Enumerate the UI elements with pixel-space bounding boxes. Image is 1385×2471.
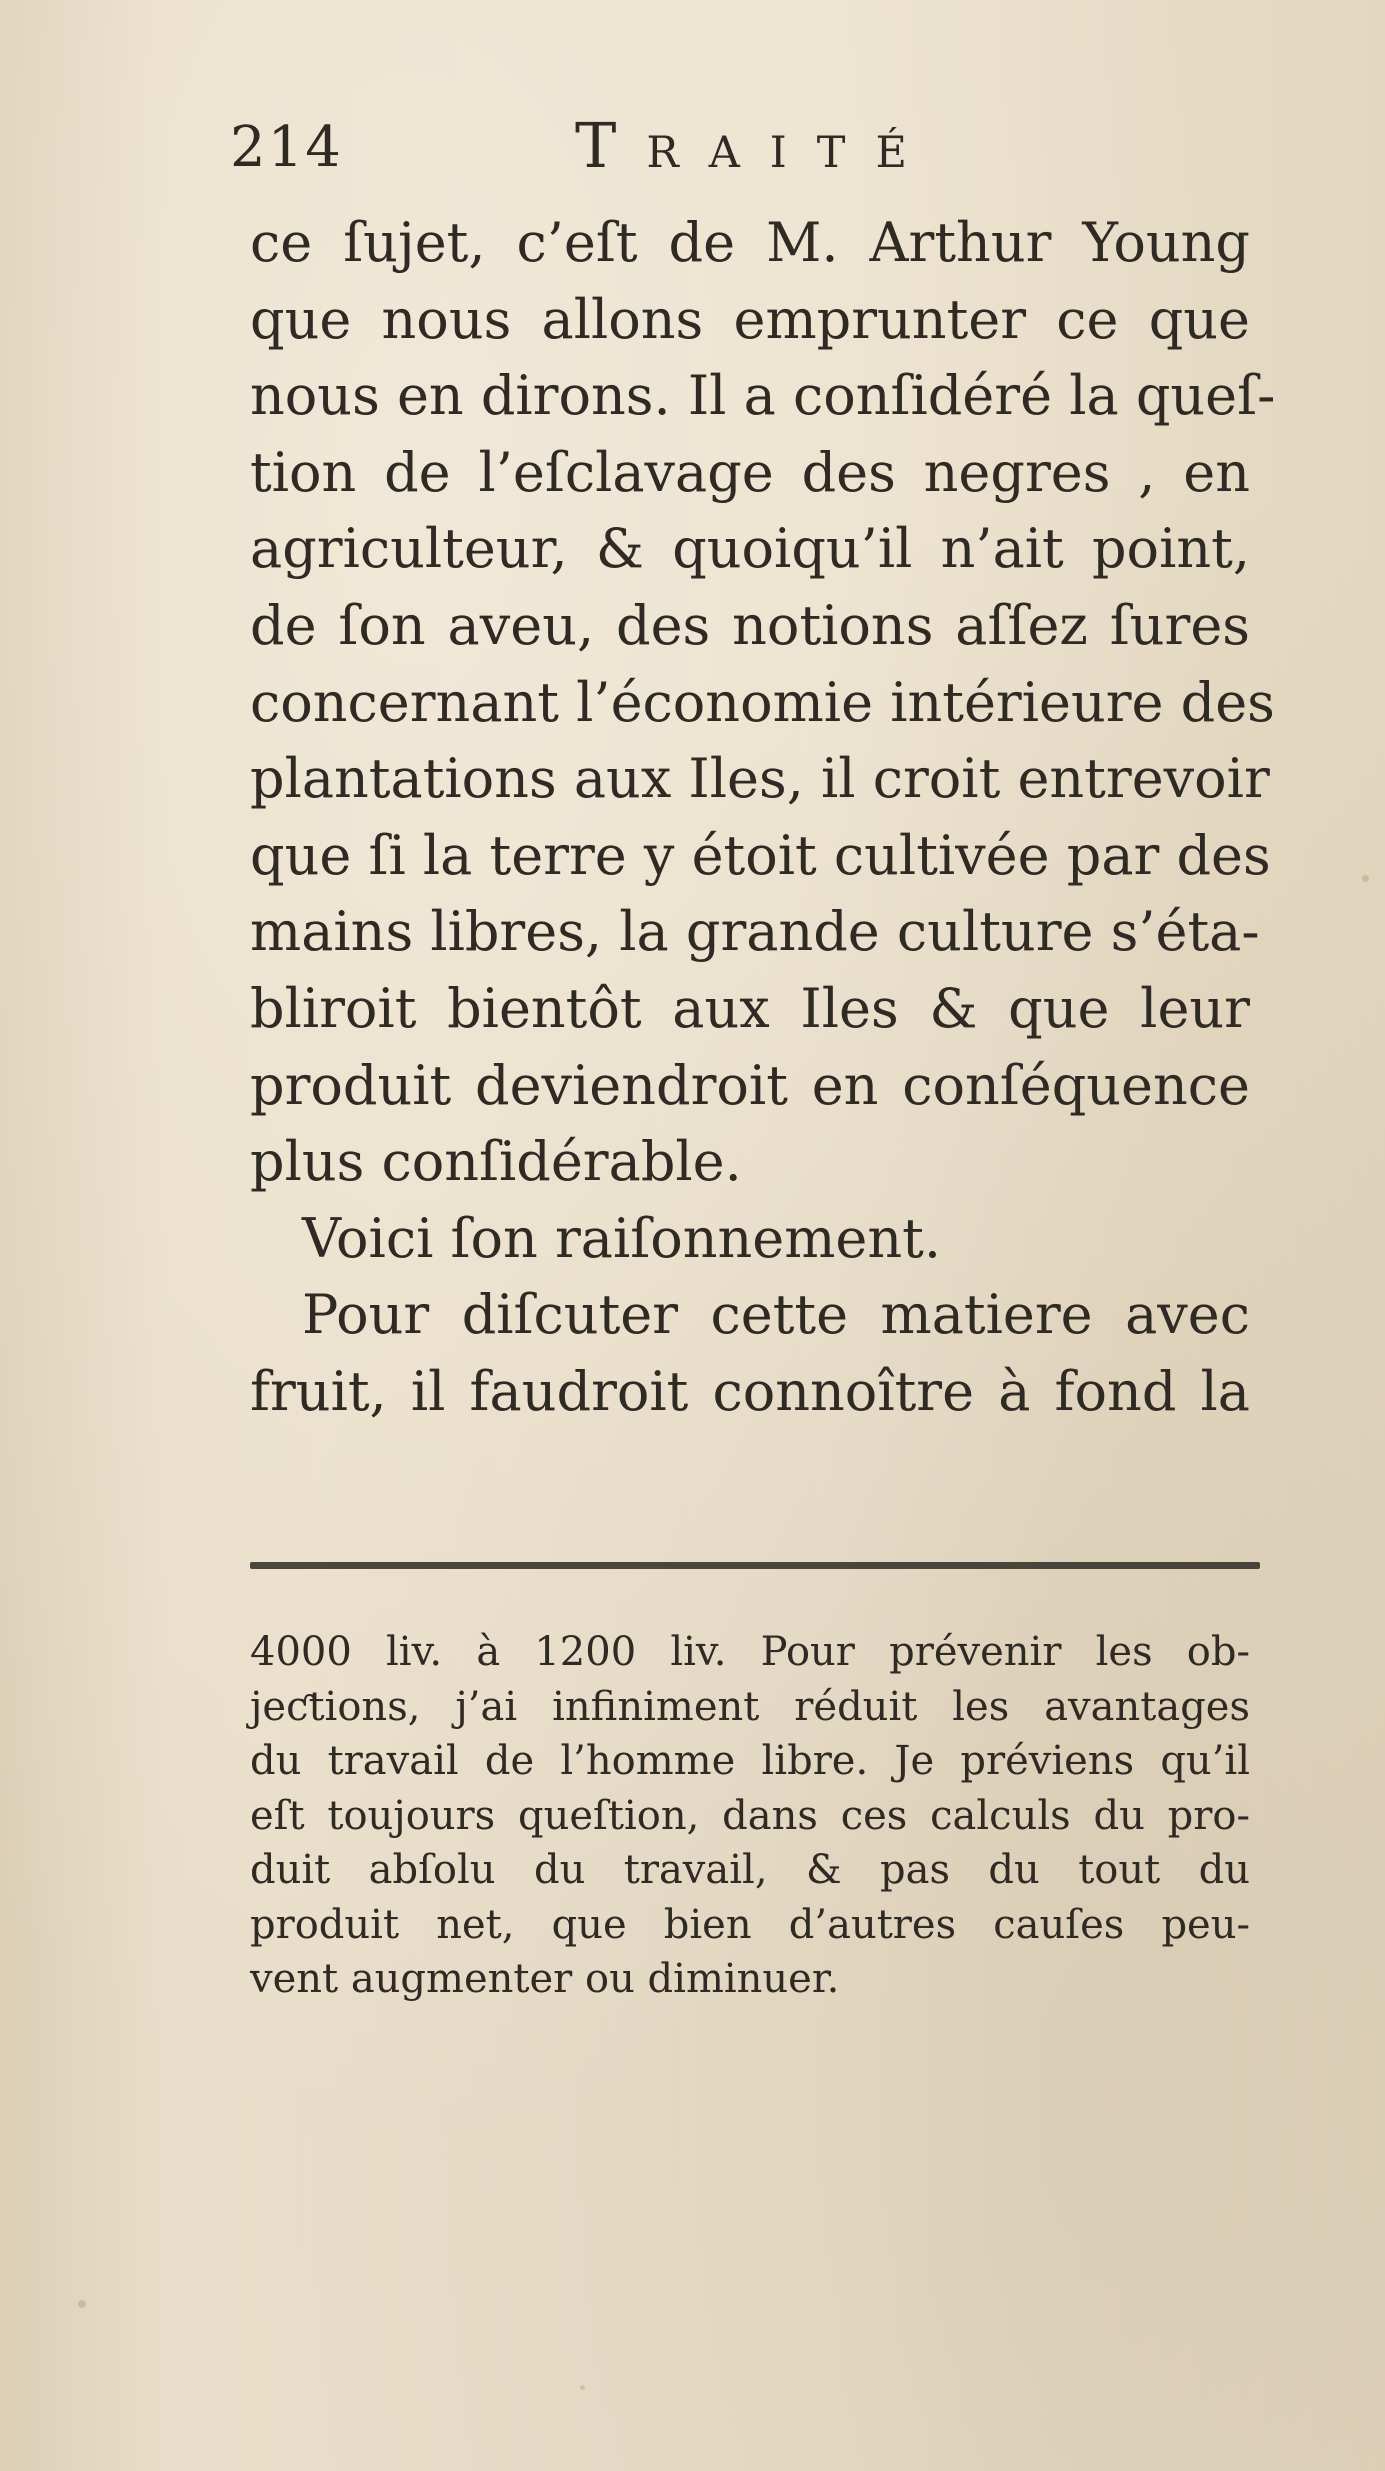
text-line: mains libres, la grande culture s’éta-: [250, 900, 1260, 964]
footnote-line: vent augmenter ou diminuer.: [250, 1956, 840, 2002]
footnote-line: jeƈtions, j’ai infiniment réduit les avantages: [250, 1683, 1250, 1730]
page-header: [230, 105, 1270, 215]
paper-spot: [78, 2300, 86, 2308]
text-line: concernant l’économie intérieure des: [250, 670, 1275, 734]
footnote-line: duit abſolu du travail, & pas du tout du: [250, 1847, 1250, 1893]
text-line: que ſi la terre y étoit cultivée par des: [250, 823, 1271, 887]
footnote-line: du travail de l’homme libre. Je préviens qu’il: [250, 1738, 1250, 1784]
paper-spot: [580, 2385, 585, 2390]
text-line: agriculteur, & quoiqu’il n’ait point,: [250, 517, 1250, 581]
text-line: que nous allons emprunter ce que: [250, 287, 1250, 351]
paper-spot: [1362, 875, 1369, 882]
footnote-line: eſt toujours queſtion, dans ces calculs du pro-: [250, 1792, 1250, 1839]
footnote: [250, 1625, 1250, 2007]
main-text: [250, 205, 1276, 1431]
footnote-line: 4000 liv. à 1200 liv. Pour prévenir les ob-: [250, 1629, 1250, 1675]
text-line: plus conſidérable.: [250, 1130, 742, 1194]
text-line: plantations aux Iles, il croit entrevoir: [250, 747, 1270, 811]
text-line: bliroit bientôt aux Iles & que leur: [250, 976, 1250, 1040]
page-number: 214: [230, 115, 343, 180]
running-title: Traité: [575, 109, 937, 182]
text-line: fruit, il faudroit connoître à fond la: [250, 1359, 1250, 1423]
text-line: ce ſujet, c’eſt de M. Arthur Young: [250, 211, 1250, 274]
text-line: produit deviendroit en conſéquence: [250, 1053, 1250, 1117]
footnote-rule: [250, 1562, 1260, 1569]
text-line: de ſon aveu, des notions aſſez ſures: [250, 593, 1250, 657]
text-line: Pour diſcuter cette matiere avec: [302, 1283, 1250, 1347]
text-line: nous en dirons. Il a conſidéré la queſ-: [250, 364, 1276, 428]
footnote-line: produit net, que bien d’autres cauſes peu-: [250, 1901, 1250, 1948]
text-line: Voici ſon raiſonnement.: [302, 1206, 942, 1270]
text-line: tion de l’eſclavage des negres , en: [250, 440, 1250, 504]
